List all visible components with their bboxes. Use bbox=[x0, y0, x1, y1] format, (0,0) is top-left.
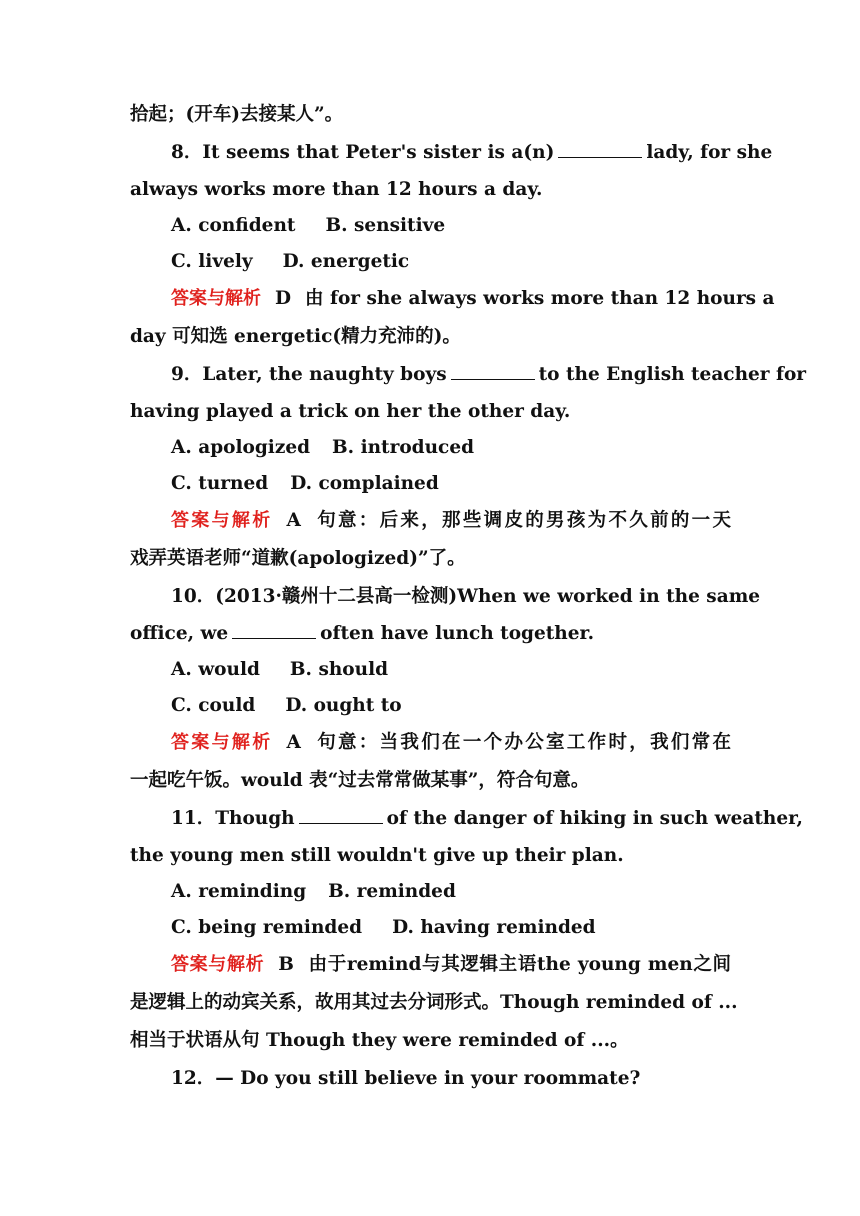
option-c: C. lively bbox=[171, 251, 253, 272]
option-b: B. reminded bbox=[328, 881, 456, 902]
answer-letter: A bbox=[286, 732, 301, 753]
question-9-stem-cont: having played a trick on her the other day. bbox=[130, 401, 571, 422]
question-11-options-ab bbox=[130, 874, 731, 910]
option-c: C. turned bbox=[171, 473, 269, 494]
question-8-stem: 8．It seems that Peter's sister is a(n) lady, for she bbox=[171, 142, 773, 163]
question-10-stem: 10．(2013·赣州十二县高一检测)When we worked in the same bbox=[171, 586, 761, 607]
question-11-explanation: 答案与解析 B 由于remind与其逻辑主语the young men之间 bbox=[171, 954, 731, 975]
question-9-explanation-cont: 戏弄英语老师“道歉(apologized)”了。 bbox=[130, 548, 466, 569]
option-d: D. energetic bbox=[282, 251, 410, 272]
answer-blank bbox=[232, 624, 316, 639]
question-8-options-cd bbox=[130, 244, 731, 280]
option-a: A. apologized bbox=[171, 437, 311, 458]
option-a: A. would bbox=[171, 659, 260, 680]
option-a: A. reminding bbox=[171, 881, 307, 902]
option-b: B. introduced bbox=[332, 437, 475, 458]
answer-label: 答案与解析 bbox=[171, 954, 265, 975]
question-10-options-cd bbox=[130, 688, 731, 724]
question-10-options-ab bbox=[130, 652, 731, 688]
question-9-explanation: 答案与解析 A 句意：后来，那些调皮的男孩为不久前的一天 bbox=[171, 510, 731, 531]
question-9-options-cd bbox=[130, 466, 731, 502]
option-c: C. being reminded bbox=[171, 917, 363, 938]
question-8-explanation-cont: day 可知选 energetic(精力充沛的)。 bbox=[130, 326, 461, 347]
answer-blank bbox=[558, 143, 642, 158]
option-b: B. should bbox=[289, 659, 389, 680]
answer-letter: A bbox=[286, 510, 301, 531]
question-11-stem: 11．Though of the danger of hiking in such weather, bbox=[171, 808, 803, 829]
answer-label: 答案与解析 bbox=[171, 510, 273, 531]
question-8-explanation: 答案与解析 D 由 for she always works more than 12 hours a bbox=[171, 288, 775, 309]
question-8-stem-cont: always works more than 12 hours a day. bbox=[130, 179, 543, 200]
answer-blank bbox=[299, 809, 383, 824]
option-d: D. ought to bbox=[285, 695, 402, 716]
question-10-explanation-cont: 一起吃午饭。would 表“过去常常做某事”，符合句意。 bbox=[130, 770, 590, 791]
document-page bbox=[130, 96, 807, 1098]
option-d: D. having reminded bbox=[392, 917, 596, 938]
option-a: A. confident bbox=[171, 215, 296, 236]
option-d: D. complained bbox=[290, 473, 439, 494]
answer-blank bbox=[451, 365, 535, 380]
answer-letter: B bbox=[278, 954, 294, 975]
text-line: 拾起；(开车)去接某人”。 bbox=[130, 104, 344, 125]
answer-label: 答案与解析 bbox=[171, 732, 273, 753]
question-11-explanation-cont-2: 相当于状语从句 Though they were reminded of ...。 bbox=[130, 1030, 629, 1051]
question-10-stem-cont: office, we often have lunch together. bbox=[130, 623, 595, 644]
question-10-explanation: 答案与解析 A 句意：当我们在一个办公室工作时，我们常在 bbox=[171, 732, 731, 753]
question-11-stem-cont: the young men still wouldn't give up their plan. bbox=[130, 845, 624, 866]
option-c: C. could bbox=[171, 695, 256, 716]
question-8-options-ab bbox=[130, 208, 731, 244]
question-11-options-cd bbox=[130, 910, 731, 946]
question-11-explanation-cont: 是逻辑上的动宾关系，故用其过去分词形式。Though reminded of ... bbox=[130, 992, 738, 1013]
question-9-stem: 9．Later, the naughty boys to the English teacher for bbox=[171, 364, 807, 385]
answer-letter: D bbox=[275, 288, 292, 309]
option-b: B. sensitive bbox=[325, 215, 446, 236]
question-12-stem: 12．— Do you still believe in your roommate? bbox=[171, 1068, 641, 1089]
question-9-options-ab bbox=[130, 430, 731, 466]
answer-label: 答案与解析 bbox=[171, 288, 261, 309]
